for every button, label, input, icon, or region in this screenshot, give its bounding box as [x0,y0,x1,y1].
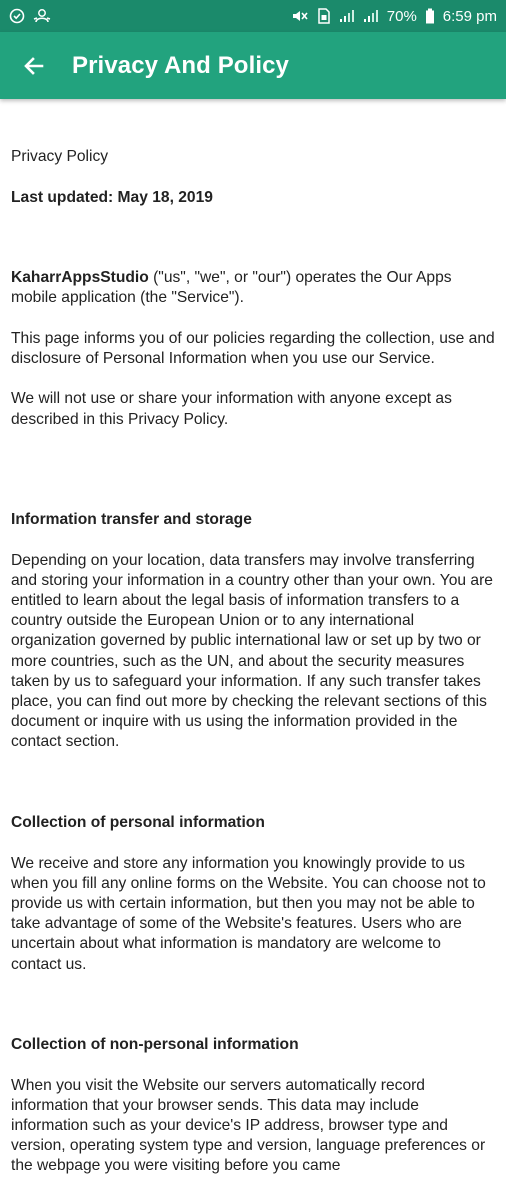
signal-icon-2 [363,9,379,23]
app-bar [0,32,506,99]
section-title: Information transfer and storage [11,511,252,529]
intro-line-3: We will not use or share your information with anyone except as described in this Privacy Policy. [11,390,452,428]
back-button[interactable] [16,48,52,84]
spacer [11,470,495,490]
battery-icon [425,8,435,24]
notification-icon-2 [33,8,51,24]
intro-text: ("us", "we", or "our") operates the Our Apps mobile application (the "Service"). [11,269,452,307]
section-title: Collection of personal information [11,814,265,832]
section-non-personal [11,1015,495,1197]
clock: 6:59 pm [442,7,497,25]
policy-heading: Privacy Policy [11,148,109,166]
status-left-icons [9,8,51,24]
section-body: We receive and store any information you knowingly provide to us when you fill any online forms on the Website. You can choose not to provide us with certain information, but then you may not be able to take advantage of some of the Website's features. Users who are uncertain about what information is mandatory are welcome to contact us. [11,854,486,973]
status-right-icons [291,8,497,25]
intro-line-1 [11,268,495,308]
page-title: Privacy And Policy [72,51,290,79]
last-updated: Last updated: May 18, 2019 [11,188,213,206]
intro-line-2: This page informs you of our policies regarding the collection, use and disclosure of Personal Information when you use our Service. [11,329,495,368]
section-personal [11,793,495,995]
notification-icon-1 [9,8,25,24]
arrow-left-icon [22,54,46,78]
company-name: KaharrAppsStudio [11,269,149,287]
section-body: When you visit the Website our servers automatically record information that your browser sends. This data may include information such as your device's IP address, browser type and version, operating system type and version, language preferences or the webpage you were visiting before you came [11,1076,486,1175]
mute-icon [291,8,309,24]
policy-content [0,99,506,1197]
section-title: Collection of non-personal information [11,1036,299,1054]
sim-icon [317,8,331,24]
signal-icon [339,9,355,23]
policy-header [11,127,495,228]
section-body: Depending on your location, data transfers may involve transferring and storing your information in a country other than your own. You are entitled to learn about the legal basis of information transfers to a country outside the European Union or to any international organization governed by public international law or set up by two or more countries, such as the UN, and about the security measures taken by us to safeguard your information. If any such transfer takes place, you can find out more by checking the relevant sections of this document or inquire with us using the information provided in the contact section. [11,551,493,751]
intro-paragraph [11,248,495,450]
section-transfer [11,490,495,773]
status-bar [0,0,506,32]
battery-percent: 70% [386,7,417,25]
